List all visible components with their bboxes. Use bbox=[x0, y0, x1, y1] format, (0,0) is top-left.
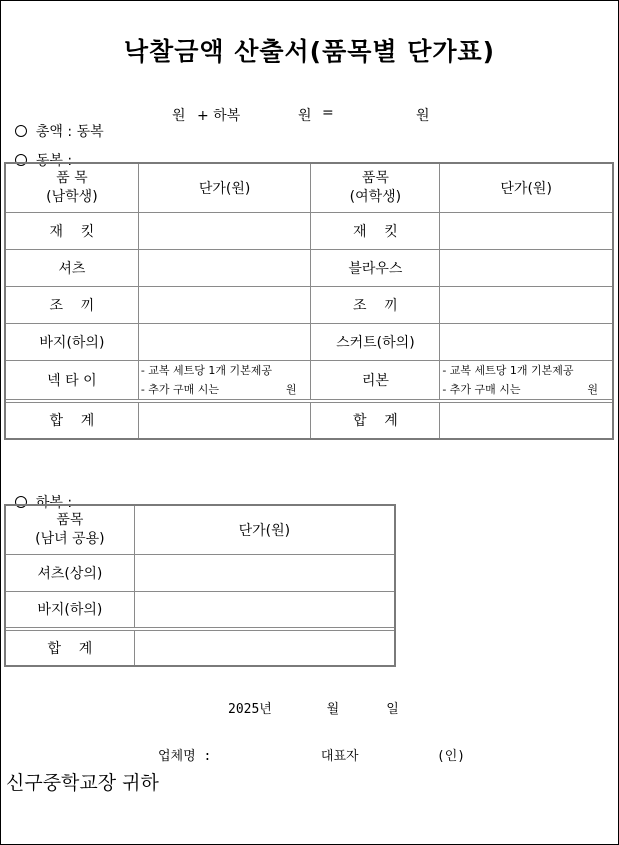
female-item-cell: 블라우스 bbox=[311, 250, 440, 287]
total-label-cell: 합 계 bbox=[6, 629, 135, 666]
price-input-cell[interactable] bbox=[440, 213, 613, 250]
total-row bbox=[6, 401, 613, 438]
total-value-cell[interactable] bbox=[138, 401, 311, 438]
female-item-cell: 재 킷 bbox=[311, 213, 440, 250]
male-item-cell: 바지(하의) bbox=[6, 324, 139, 361]
total-label-cell: 합 계 bbox=[311, 401, 440, 438]
female-item-cell: 스커트(하의) bbox=[311, 324, 440, 361]
note-line: - 교복 세트당 1개 기본제공 bbox=[442, 364, 574, 377]
necktie-note-cell bbox=[138, 361, 311, 402]
price-input-cell[interactable] bbox=[440, 287, 613, 324]
winter-heading: 동복 : bbox=[6, 134, 72, 170]
total-value-cell[interactable] bbox=[134, 629, 394, 666]
document-title: 낙찰금액 산출서(품목별 단가표) bbox=[123, 37, 496, 66]
male-item-cell: 조 끼 bbox=[6, 287, 139, 324]
price-input-cell[interactable] bbox=[138, 250, 311, 287]
table-header-row bbox=[6, 506, 395, 555]
female-item-cell: 조 끼 bbox=[311, 287, 440, 324]
table-row bbox=[6, 324, 613, 361]
equals-sign: = bbox=[322, 105, 334, 121]
won-unit-2: 원 bbox=[298, 108, 312, 124]
summer-price-table bbox=[5, 505, 395, 666]
summer-item-cell: 셔츠(상의) bbox=[6, 555, 135, 592]
price-input-cell[interactable] bbox=[138, 213, 311, 250]
male-item-cell: 셔츠 bbox=[6, 250, 139, 287]
total-value-cell[interactable] bbox=[440, 401, 613, 438]
total-label: 총액 : 동복 bbox=[35, 124, 104, 140]
won-unit-1: 원 bbox=[172, 108, 186, 124]
total-label-cell: 합 계 bbox=[6, 401, 139, 438]
winter-price-table bbox=[5, 163, 613, 439]
ribbon-note-cell bbox=[440, 361, 613, 402]
table-row bbox=[6, 213, 613, 250]
note-line: - 추가 구매 시는 원 bbox=[140, 383, 297, 396]
female-item-cell: 리본 bbox=[311, 361, 440, 402]
female-price-header: 단가(원) bbox=[440, 164, 613, 213]
male-item-cell: 넥 타 이 bbox=[6, 361, 139, 402]
table-row bbox=[6, 287, 613, 324]
note-line: - 추가 구매 시는 원 bbox=[442, 383, 598, 396]
summer-item-cell: 바지(하의) bbox=[6, 592, 135, 629]
table-row bbox=[6, 250, 613, 287]
female-item-header: 품목 (여학생) bbox=[311, 164, 440, 213]
date-line: 2025년 월 일 bbox=[228, 702, 399, 717]
note-line: - 교복 세트당 1개 기본제공 bbox=[140, 364, 273, 377]
summer-heading: 하복 : bbox=[6, 476, 72, 512]
table-row bbox=[6, 555, 395, 592]
male-item-cell: 재 킷 bbox=[6, 213, 139, 250]
summer-price-header: 단가(원) bbox=[134, 506, 394, 555]
price-input-cell[interactable] bbox=[138, 324, 311, 361]
price-input-cell[interactable] bbox=[138, 287, 311, 324]
price-input-cell[interactable] bbox=[134, 592, 394, 629]
addressee: 신구중학교장 귀하 bbox=[6, 772, 159, 794]
won-unit-3: 원 bbox=[416, 108, 430, 124]
table-header-row bbox=[6, 164, 613, 213]
price-input-cell[interactable] bbox=[440, 250, 613, 287]
total-row bbox=[6, 629, 395, 666]
signature-line: 업체명 : 대표자 (인) bbox=[158, 749, 466, 764]
summer-item-header: 품목 (남녀 공용) bbox=[6, 506, 135, 555]
male-price-header: 단가(원) bbox=[138, 164, 311, 213]
plus-summer-label: + 하복 bbox=[197, 108, 241, 124]
male-item-header: 품 목 (남학생) bbox=[6, 164, 139, 213]
price-input-cell[interactable] bbox=[134, 555, 394, 592]
price-input-cell[interactable] bbox=[440, 324, 613, 361]
table-row bbox=[6, 592, 395, 629]
table-row bbox=[6, 361, 613, 402]
